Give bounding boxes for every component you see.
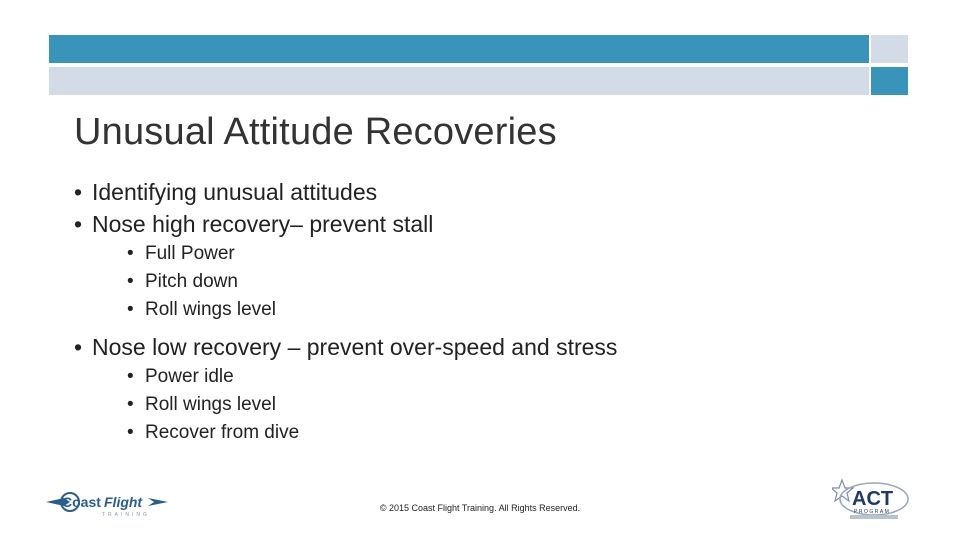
- bullet-list: [74, 176, 854, 454]
- bullet-glyph: •: [127, 422, 134, 443]
- svg-text:TRAINING: TRAINING: [102, 512, 150, 518]
- sub-bullet-text: Recover from dive: [145, 422, 300, 443]
- sub-bullet-text: Roll wings level: [145, 299, 276, 320]
- sub-bullet-text: Power idle: [145, 366, 234, 387]
- bullet-glyph: •: [127, 271, 134, 292]
- bullet-item: [74, 208, 854, 240]
- header-bar-top: [49, 35, 869, 63]
- sub-bullet-item: [74, 419, 854, 447]
- header-bar-bottom-end: [871, 67, 908, 95]
- sub-bullet-text: Full Power: [145, 243, 235, 264]
- bullet-item: [74, 331, 854, 363]
- header-bar-top-end: [871, 35, 908, 63]
- act-program-logo: [832, 477, 912, 523]
- bullet-glyph: •: [74, 211, 83, 237]
- bullet-glyph: •: [127, 243, 134, 264]
- sub-bullet-list: [74, 240, 854, 324]
- copyright-notice: © 2015 Coast Flight Training. All Rights Reserved.: [379, 503, 581, 513]
- slide-title: Unusual Attitude Recoveries: [74, 111, 557, 153]
- sub-bullet-item: [74, 391, 854, 419]
- bullet-glyph: •: [74, 179, 83, 205]
- sub-bullet-item: [74, 296, 854, 324]
- sub-bullet-text: Pitch down: [145, 271, 238, 292]
- bullet-text: Nose low recovery – prevent over-speed and stress: [92, 334, 618, 360]
- sub-bullet-item: [74, 363, 854, 391]
- bullet-text: Identifying unusual attitudes: [92, 179, 378, 205]
- sub-bullet-item: [74, 240, 854, 268]
- bullet-text: Nose high recovery– prevent stall: [92, 211, 434, 237]
- sub-bullet-item: [74, 268, 854, 296]
- svg-text:Coast: Coast: [62, 494, 101, 510]
- bullet-glyph: •: [74, 334, 83, 360]
- header-bar-bottom: [49, 67, 869, 95]
- sub-bullet-list: [74, 363, 854, 447]
- coastflight-logo: [44, 488, 174, 518]
- bullet-item: [74, 176, 854, 208]
- bullet-glyph: •: [127, 299, 134, 320]
- bullet-glyph: •: [127, 394, 134, 415]
- svg-text:PROGRAM: PROGRAM: [854, 509, 891, 515]
- svg-text:Flight: Flight: [104, 494, 143, 510]
- svg-text:ACT: ACT: [852, 488, 894, 510]
- bullet-glyph: •: [127, 366, 134, 387]
- sub-bullet-text: Roll wings level: [145, 394, 276, 415]
